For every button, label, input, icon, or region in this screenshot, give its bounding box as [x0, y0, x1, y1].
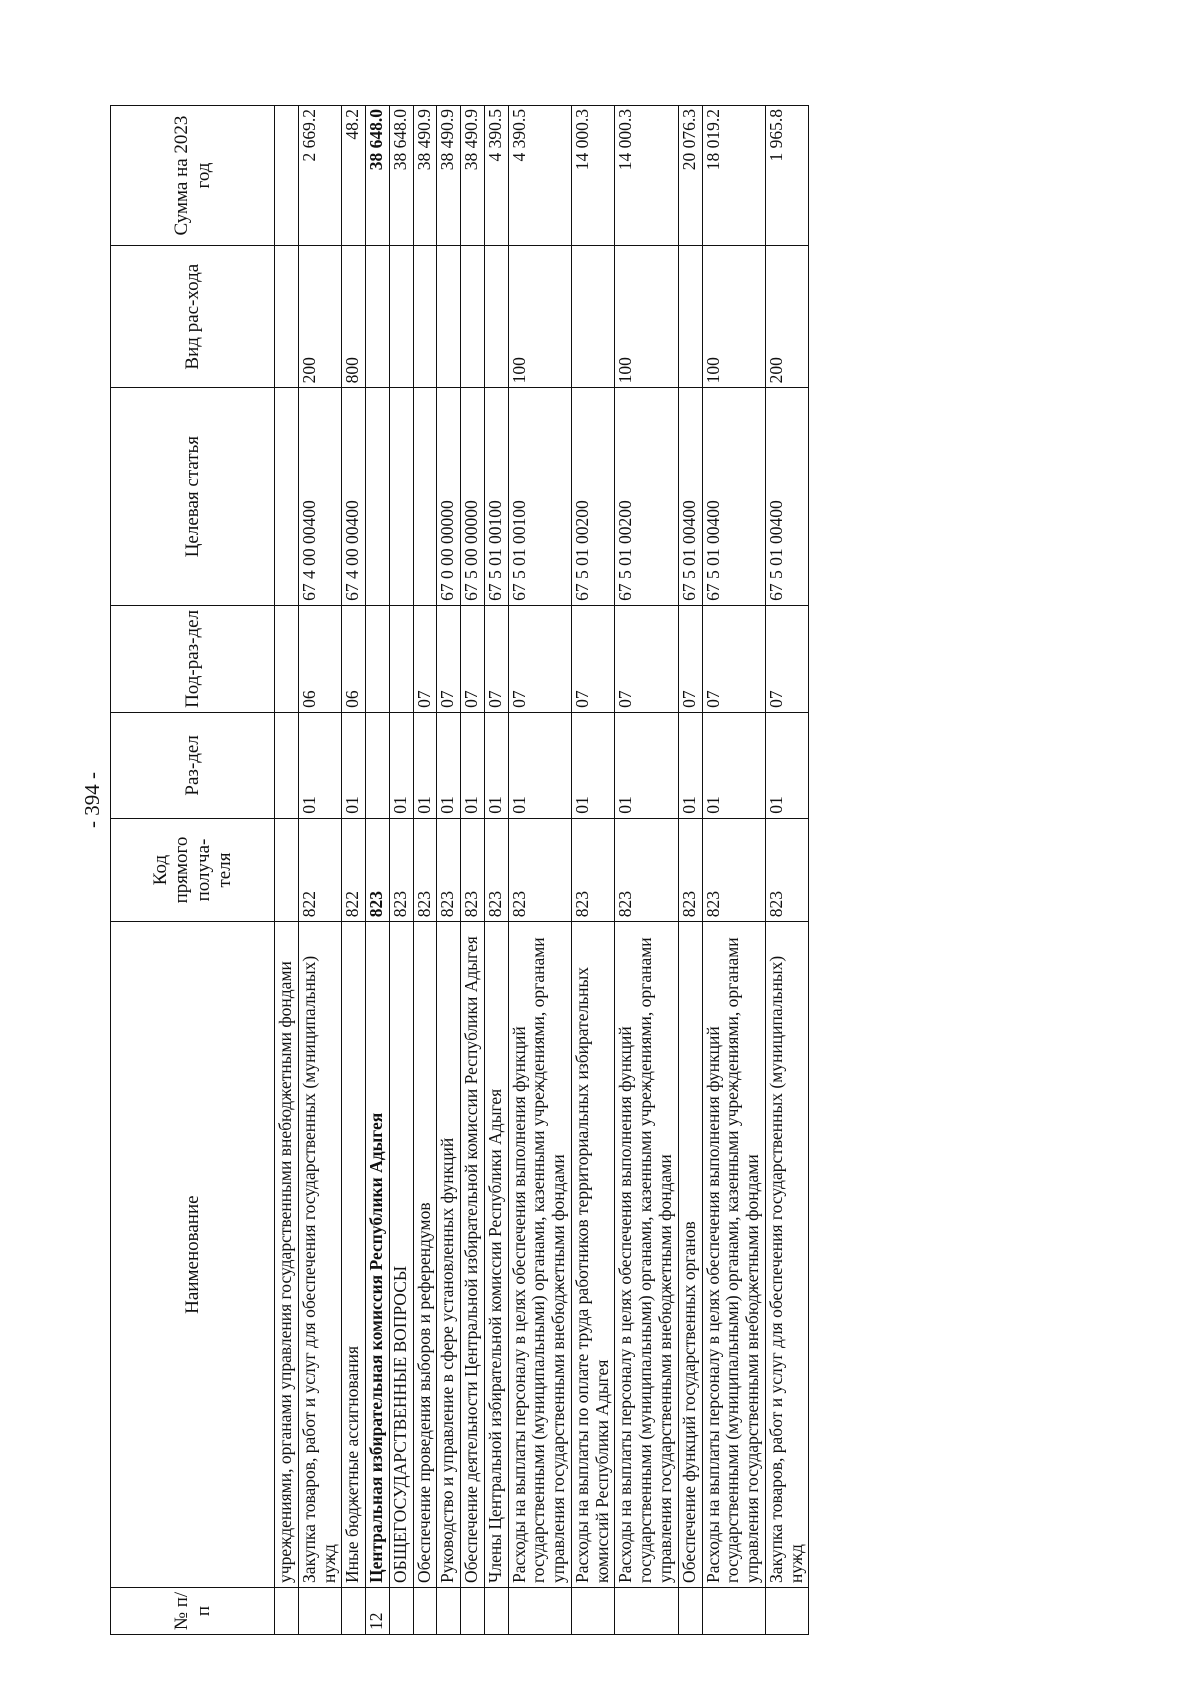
cell-num [615, 1587, 678, 1634]
header-subsection: Под-раз-дел [111, 605, 275, 712]
cell-num [571, 1587, 615, 1634]
cell-code: 823 [461, 818, 485, 922]
cell-name: Закупка товаров, работ и услуг для обеспечения государственных (муниципальных) нужд [765, 922, 809, 1588]
cell-target [413, 388, 437, 606]
cell-code: 823 [615, 818, 678, 922]
cell-section: 01 [298, 712, 342, 818]
cell-code: 823 [484, 818, 508, 922]
cell-kind [484, 246, 508, 388]
table-row [437, 106, 461, 1635]
cell-kind [413, 246, 437, 388]
cell-target: 67 4 00 00400 [342, 388, 366, 606]
cell-kind [461, 246, 485, 388]
cell-section: 01 [702, 712, 765, 818]
cell-subsection [366, 605, 390, 712]
header-num: № п/п [111, 1587, 275, 1634]
cell-section [366, 712, 390, 818]
cell-sum: 48.2 [342, 106, 366, 246]
cell-subsection: 07 [571, 605, 615, 712]
cell-kind: 100 [702, 246, 765, 388]
cell-target: 67 5 01 00100 [508, 388, 571, 606]
cell-kind: 800 [342, 246, 366, 388]
cell-subsection [275, 605, 299, 712]
table-row [298, 106, 342, 1635]
cell-sum: 14 000.3 [615, 106, 678, 246]
table-row [615, 106, 678, 1635]
cell-num [275, 1587, 299, 1634]
table-row [702, 106, 765, 1635]
cell-subsection: 06 [342, 605, 366, 712]
cell-subsection [389, 605, 413, 712]
cell-kind: 100 [615, 246, 678, 388]
cell-target [275, 388, 299, 606]
cell-target: 67 5 01 00200 [615, 388, 678, 606]
cell-code: 823 [508, 818, 571, 922]
cell-section [275, 712, 299, 818]
cell-code: 823 [765, 818, 809, 922]
cell-code: 822 [298, 818, 342, 922]
cell-sum: 38 648.0 [389, 106, 413, 246]
cell-name: Члены Центральной избирательной комиссии Республики Адыгея [484, 922, 508, 1588]
cell-code: 823 [702, 818, 765, 922]
cell-kind [678, 246, 702, 388]
cell-target: 67 5 01 00100 [484, 388, 508, 606]
table-row [342, 106, 366, 1635]
cell-name: Расходы на выплаты персоналу в целях обеспечения выполнения функций государственными (муниципальными) органами, казенными учреждениями, органами управления государственными внебюджетными фондами [702, 922, 765, 1588]
cell-subsection: 06 [298, 605, 342, 712]
cell-section: 01 [342, 712, 366, 818]
cell-sum [275, 106, 299, 246]
cell-code: 823 [678, 818, 702, 922]
table-row [275, 106, 299, 1635]
cell-section: 01 [461, 712, 485, 818]
table-row [678, 106, 702, 1635]
cell-target: 67 4 00 00400 [298, 388, 342, 606]
cell-num [342, 1587, 366, 1634]
table-row [484, 106, 508, 1635]
cell-name: Расходы на выплаты по оплате труда работников территориальных избирательных комиссий Республики Адыгея [571, 922, 615, 1588]
cell-kind [571, 246, 615, 388]
cell-kind: 200 [298, 246, 342, 388]
cell-sum: 38 490.9 [437, 106, 461, 246]
cell-name: Расходы на выплаты персоналу в целях обеспечения выполнения функций государственными (муниципальными) органами, казенными учреждениями, органами управления государственными внебюджетными фондами [508, 922, 571, 1588]
cell-subsection: 07 [702, 605, 765, 712]
cell-kind [366, 246, 390, 388]
cell-section: 01 [678, 712, 702, 818]
cell-name: Обеспечение деятельности Центральной избирательной комиссии Республики Адыгея [461, 922, 485, 1588]
table-row [389, 106, 413, 1635]
cell-name: Расходы на выплаты персоналу в целях обеспечения выполнения функций государственными (муниципальными) органами, казенными учреждениями, органами управления государственными внебюджетными фондами [615, 922, 678, 1588]
table-row [508, 106, 571, 1635]
cell-target: 67 5 01 00400 [702, 388, 765, 606]
cell-code: 823 [366, 818, 390, 922]
cell-num [413, 1587, 437, 1634]
budget-table [110, 105, 809, 1635]
table-row [461, 106, 485, 1635]
cell-sum: 20 076.3 [678, 106, 702, 246]
cell-num [298, 1587, 342, 1634]
table-row [413, 106, 437, 1635]
header-name: Наименование [111, 922, 275, 1588]
cell-kind [437, 246, 461, 388]
cell-sum: 38 490.9 [413, 106, 437, 246]
cell-section: 01 [765, 712, 809, 818]
cell-code: 823 [389, 818, 413, 922]
cell-num [389, 1587, 413, 1634]
cell-name: ОБЩЕГОСУДАРСТВЕННЫЕ ВОПРОСЫ [389, 922, 413, 1588]
cell-kind: 100 [508, 246, 571, 388]
cell-num [702, 1587, 765, 1634]
cell-num [765, 1587, 809, 1634]
cell-name: Закупка товаров, работ и услуг для обеспечения государственных (муниципальных) нужд [298, 922, 342, 1588]
cell-section: 01 [571, 712, 615, 818]
cell-num [508, 1587, 571, 1634]
cell-code: 823 [413, 818, 437, 922]
cell-code [275, 818, 299, 922]
cell-subsection: 07 [615, 605, 678, 712]
header-code: Код прямого получа-теля [111, 818, 275, 922]
table-row [571, 106, 615, 1635]
header-section: Раз-дел [111, 712, 275, 818]
cell-name: Обеспечение функций государственных органов [678, 922, 702, 1588]
cell-sum: 38 648.0 [366, 106, 390, 246]
cell-name: Руководство и управление в сфере установленных функций [437, 922, 461, 1588]
cell-kind [275, 246, 299, 388]
cell-num [484, 1587, 508, 1634]
cell-num: 12 [366, 1587, 390, 1634]
cell-kind [389, 246, 413, 388]
cell-num [437, 1587, 461, 1634]
cell-subsection: 07 [678, 605, 702, 712]
table-header [111, 106, 275, 1635]
table-row [366, 106, 390, 1635]
cell-target: 67 5 01 00400 [678, 388, 702, 606]
cell-num [461, 1587, 485, 1634]
cell-target [366, 388, 390, 606]
cell-name: Иные бюджетные ассигнования [342, 922, 366, 1588]
cell-subsection: 07 [413, 605, 437, 712]
cell-section: 01 [437, 712, 461, 818]
cell-subsection: 07 [484, 605, 508, 712]
cell-subsection: 07 [765, 605, 809, 712]
cell-sum: 14 000.3 [571, 106, 615, 246]
header-target: Целевая статья [111, 388, 275, 606]
cell-code: 823 [571, 818, 615, 922]
budget-table-container [110, 105, 809, 1635]
cell-sum: 1 965.8 [765, 106, 809, 246]
cell-sum: 38 490.9 [461, 106, 485, 246]
cell-code: 822 [342, 818, 366, 922]
cell-num [678, 1587, 702, 1634]
cell-target [389, 388, 413, 606]
cell-section: 01 [615, 712, 678, 818]
cell-target: 67 5 00 00000 [461, 388, 485, 606]
cell-kind: 200 [765, 246, 809, 388]
cell-subsection: 07 [437, 605, 461, 712]
cell-subsection: 07 [461, 605, 485, 712]
cell-section: 01 [484, 712, 508, 818]
cell-sum: 2 669.2 [298, 106, 342, 246]
page-number: - 394 - [80, 772, 104, 828]
cell-code: 823 [437, 818, 461, 922]
cell-target: 67 5 01 00400 [765, 388, 809, 606]
cell-section: 01 [413, 712, 437, 818]
cell-target: 67 0 00 00000 [437, 388, 461, 606]
cell-sum: 18 019.2 [702, 106, 765, 246]
cell-target: 67 5 01 00200 [571, 388, 615, 606]
cell-section: 01 [389, 712, 413, 818]
cell-subsection: 07 [508, 605, 571, 712]
cell-name: Обеспечение проведения выборов и референдумов [413, 922, 437, 1588]
header-kind: Вид рас-хода [111, 246, 275, 388]
cell-sum: 4 390.5 [484, 106, 508, 246]
table-row [765, 106, 809, 1635]
header-sum: Сумма на 2023 год [111, 106, 275, 246]
cell-name: учреждениями, органами управления государственными внебюджетными фондами [275, 922, 299, 1588]
cell-name: Центральная избирательная комиссия Республики Адыгея [366, 922, 390, 1588]
cell-sum: 4 390.5 [508, 106, 571, 246]
table-body [275, 106, 809, 1635]
cell-section: 01 [508, 712, 571, 818]
